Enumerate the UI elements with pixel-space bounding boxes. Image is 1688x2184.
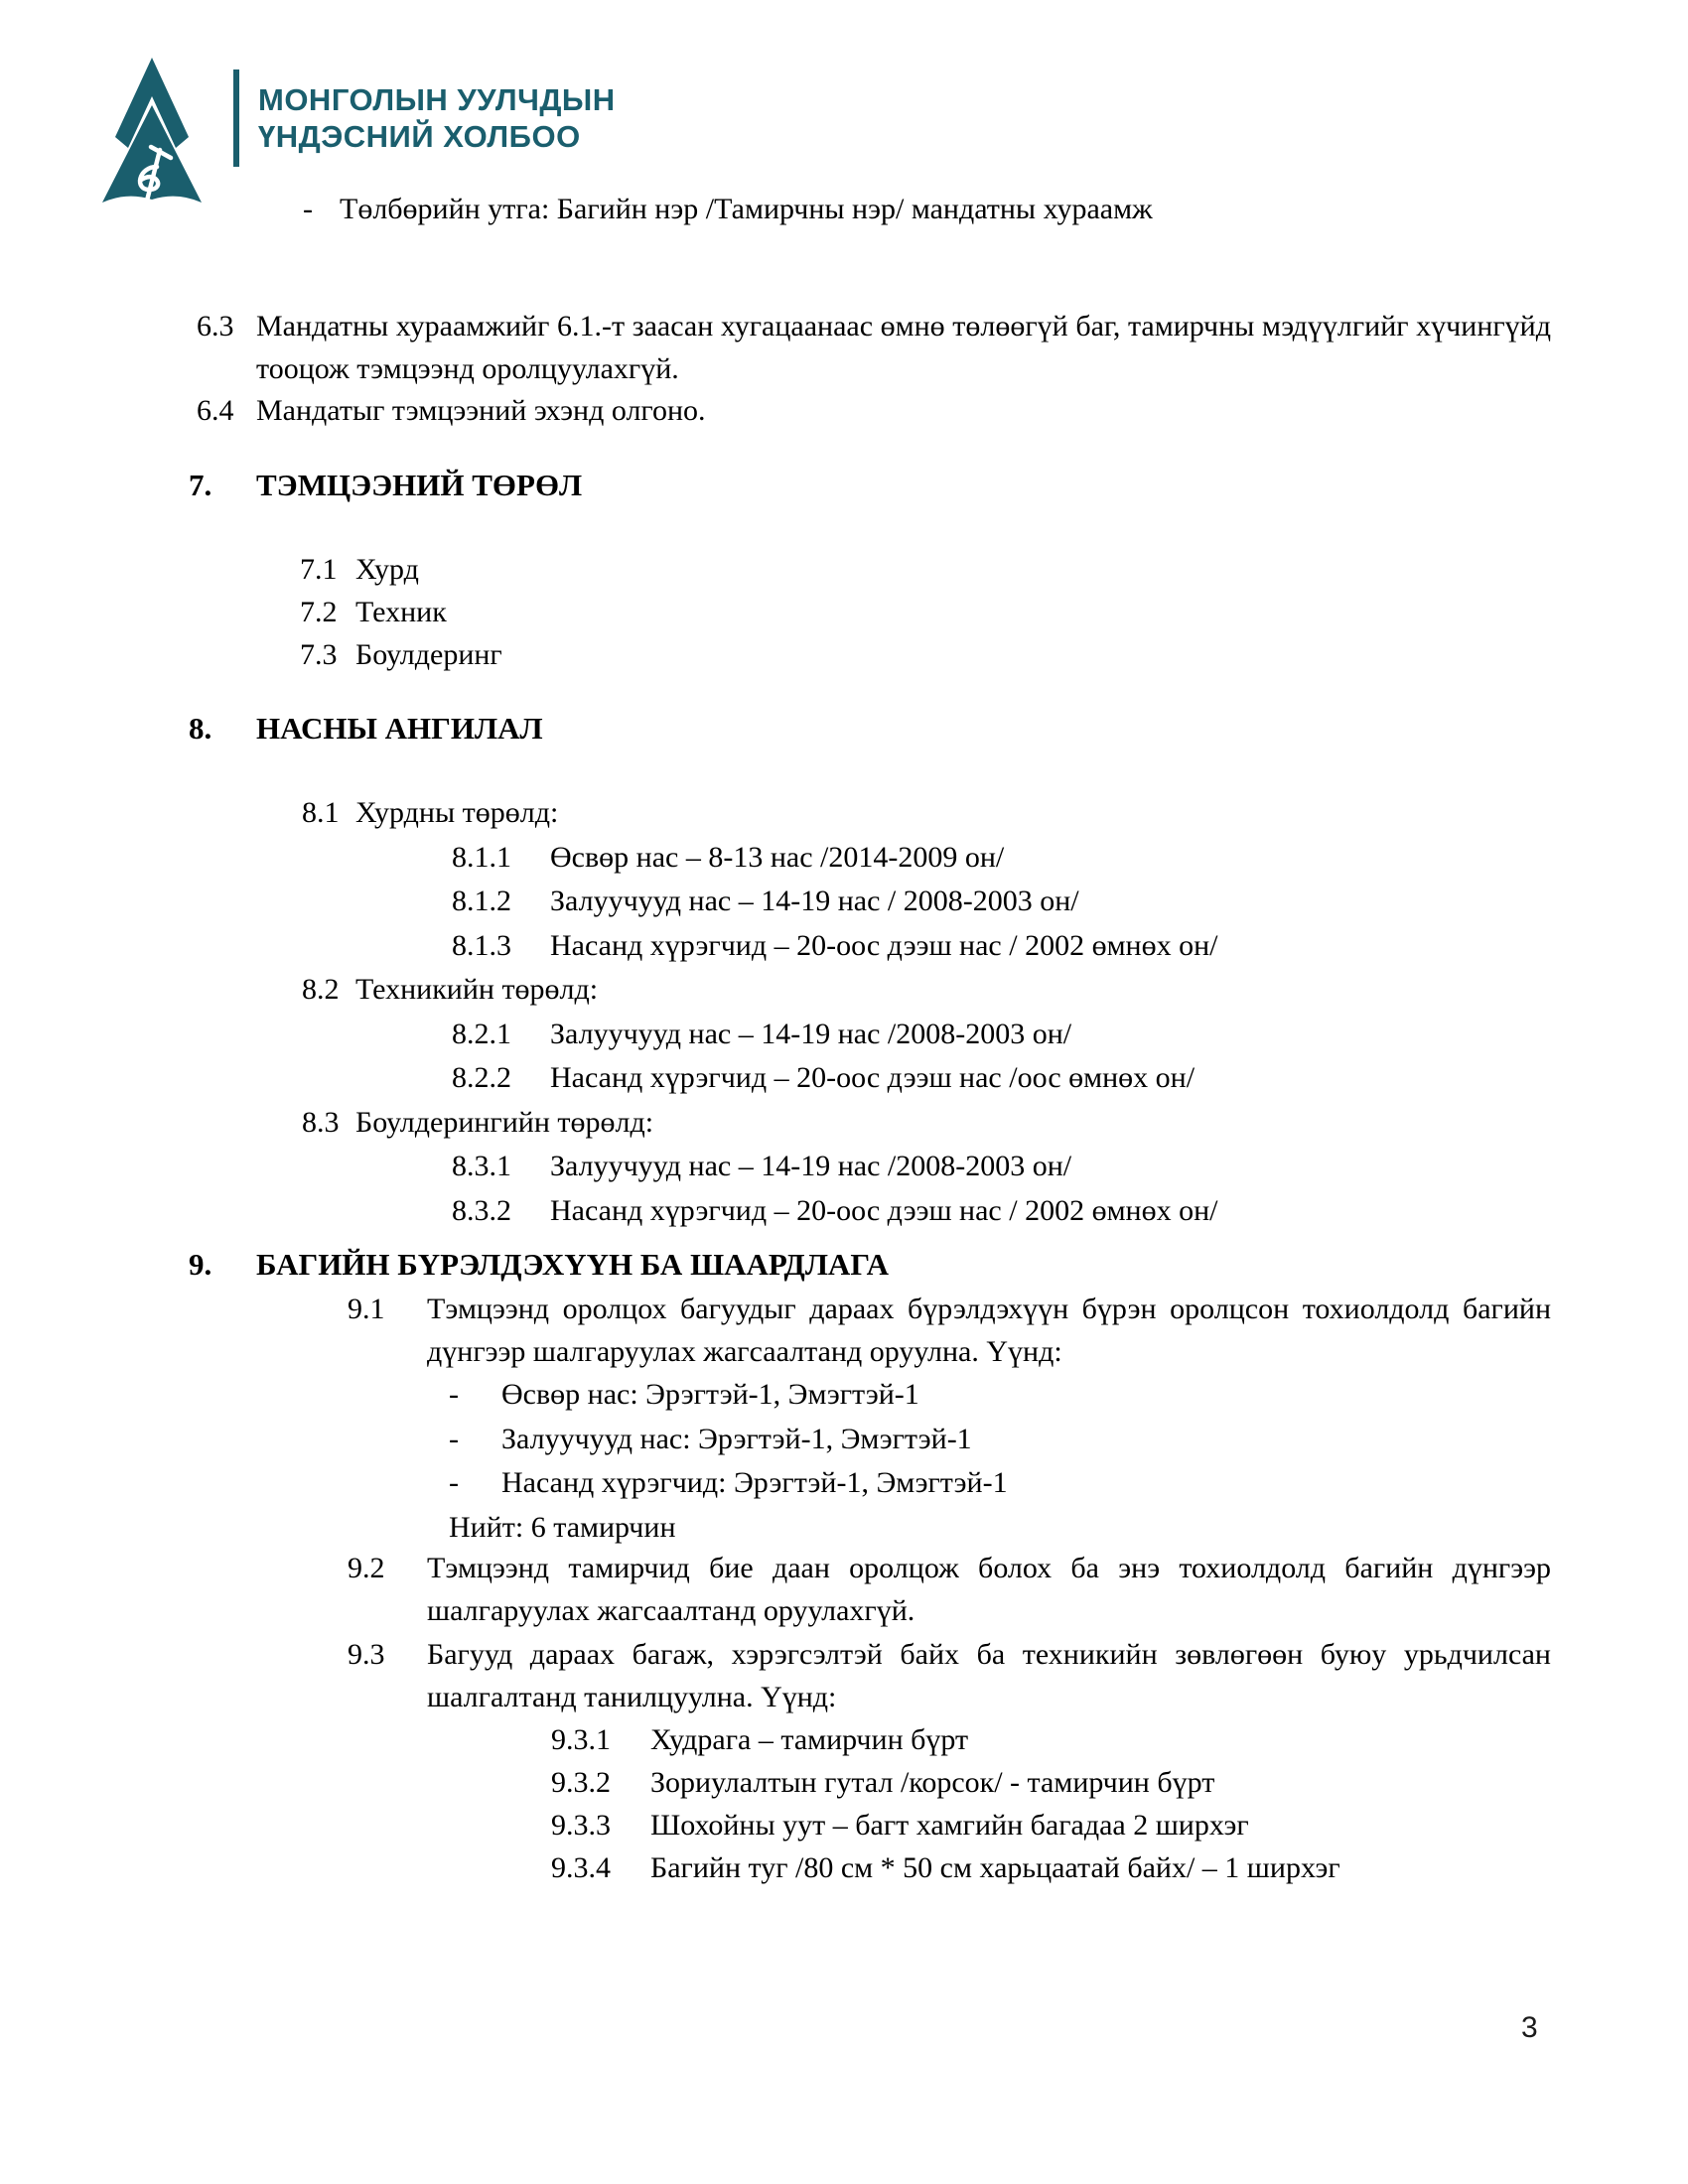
list-item bbox=[449, 1418, 1008, 1462]
item-text: Өсвөр нас – 8-13 нас /2014-2009 он/ bbox=[550, 840, 1005, 874]
item-text: Залуучууд нас – 14-19 нас /2008-2003 он/ bbox=[550, 1017, 1072, 1050]
list-item bbox=[551, 1718, 1340, 1761]
item-number: 9.3.3 bbox=[551, 1809, 611, 1842]
list-item bbox=[449, 1461, 1008, 1506]
item-number: 8.1 bbox=[302, 796, 340, 829]
org-name-line2: ҮНДЭСНИЙ ХОЛБОО bbox=[258, 119, 581, 154]
item-text: Хурдны төрөлд: bbox=[355, 796, 559, 829]
item-text: Техникийн төрөлд: bbox=[355, 973, 599, 1006]
item-text: Насанд хүрэгчид – 20-оос дээш нас /оос өмнөх он/ bbox=[550, 1061, 1196, 1094]
item-number: 7.2 bbox=[300, 596, 338, 628]
clause-6-3 bbox=[197, 305, 1551, 390]
group-title bbox=[302, 1101, 1218, 1146]
item-number: 8.3.2 bbox=[452, 1193, 511, 1227]
group-title bbox=[302, 791, 1218, 836]
bullet-dash: - bbox=[449, 1378, 459, 1411]
item-number: 8.3 bbox=[302, 1105, 340, 1139]
total-line: Нийт: 6 тамирчин bbox=[449, 1510, 676, 1544]
bullet-dash: - bbox=[449, 1422, 459, 1455]
equipment-list bbox=[551, 1718, 1340, 1889]
clause-number: 9.1 bbox=[348, 1293, 385, 1325]
clause-9-1 bbox=[348, 1288, 1551, 1373]
item-text: Зориулалтын гутал /корсок/ - тамирчин бүрт bbox=[650, 1766, 1215, 1799]
item-text: Боулдерингийн төрөлд: bbox=[355, 1105, 654, 1139]
item-number: 9.3.1 bbox=[551, 1723, 611, 1756]
section-7-list bbox=[300, 548, 502, 676]
clause-number: 6.3 bbox=[197, 310, 234, 342]
clause-text: Тэмцээнд оролцох багуудыг дараах бүрэлдэхүүн бүрэн оролцсон тохиолдолд багийн дүнгээр шалгаруулах жагсаалтанд оруулна. Үүнд: bbox=[427, 1293, 1551, 1368]
list-item bbox=[551, 1846, 1340, 1889]
clause-number: 9.2 bbox=[348, 1552, 385, 1584]
logo-divider bbox=[233, 69, 239, 167]
list-item bbox=[551, 1761, 1340, 1804]
section-number: 8. bbox=[189, 711, 212, 746]
clause-text: Мандатны хураамжийг 6.1.-т заасан хугацаанаас өмнө төлөөгүй баг, тамирчны мэдүүлгийг хүчингүйд тооцож тэмцээнд оролцуулахгүй. bbox=[256, 310, 1551, 385]
item-number: 8.1.1 bbox=[452, 840, 511, 874]
item-text: Залуучууд нас – 14-19 нас / 2008-2003 он/ bbox=[550, 885, 1079, 917]
item-text: Худрага – тамирчин бүрт bbox=[650, 1723, 969, 1756]
list-item bbox=[302, 880, 1218, 924]
section-9-heading bbox=[189, 1243, 889, 1286]
item-number: 8.1.3 bbox=[452, 928, 511, 962]
list-item bbox=[300, 591, 502, 633]
section-title: ТЭМЦЭЭНИЙ ТӨРӨЛ bbox=[256, 468, 583, 502]
item-text: Залуучууд нас: Эрэгтэй-1, Эмэгтэй-1 bbox=[501, 1422, 972, 1455]
clause-number: 9.3 bbox=[348, 1638, 385, 1671]
list-item bbox=[300, 633, 502, 676]
org-wordmark bbox=[258, 81, 616, 155]
section-number: 9. bbox=[189, 1247, 212, 1282]
list-item bbox=[302, 836, 1218, 881]
clause-9-2 bbox=[348, 1547, 1551, 1632]
list-item bbox=[300, 548, 502, 591]
item-text: Өсвөр нас: Эрэгтэй-1, Эмэгтэй-1 bbox=[501, 1378, 919, 1411]
clause-text: Багууд дараах багаж, хэрэгсэлтэй байх ба техникийн зөвлөгөөн буюу урьдчилсан шалгалтанд танилцуулна. Үүнд: bbox=[427, 1638, 1551, 1713]
clause-text: Тэмцээнд тамирчид бие даан оролцож болох ба энэ тохиолдолд багийн дүнгээр шалгаруулах жагсаалтанд оруулахгүй. bbox=[427, 1552, 1551, 1627]
bullet-dash: - bbox=[449, 1466, 459, 1499]
list-item bbox=[302, 1013, 1218, 1057]
clause-number: 6.4 bbox=[197, 394, 234, 427]
item-text: Залуучууд нас – 14-19 нас /2008-2003 он/ bbox=[550, 1150, 1072, 1182]
bullet-dash: - bbox=[303, 193, 313, 225]
mountain-logo-icon bbox=[96, 56, 208, 206]
list-item bbox=[449, 1373, 1008, 1418]
list-item bbox=[551, 1804, 1340, 1846]
section-title: НАСНЫ АНГИЛАЛ bbox=[256, 711, 543, 746]
item-number: 7.1 bbox=[300, 553, 338, 586]
item-number: 9.3.4 bbox=[551, 1851, 611, 1884]
item-text: Техник bbox=[355, 596, 447, 628]
team-composition-list bbox=[449, 1373, 1008, 1550]
section-8-list bbox=[302, 791, 1218, 1233]
org-name-line1: МОНГОЛЫН УУЛЧДЫН bbox=[258, 82, 616, 117]
list-item bbox=[302, 924, 1218, 969]
section-8-heading bbox=[189, 707, 543, 750]
item-text: Насанд хүрэгчид – 20-оос дээш нас / 2002 өмнөх он/ bbox=[550, 1193, 1218, 1227]
section-7-heading bbox=[189, 464, 582, 506]
clause-9-3 bbox=[348, 1633, 1551, 1718]
org-logo bbox=[96, 56, 208, 211]
payment-purpose-text: Төлбөрийн утга: Багийн нэр /Тамирчны нэр/ мандатны хураамж bbox=[340, 193, 1153, 225]
clause-text: Мандатыг тэмцээний эхэнд олгоно. bbox=[256, 394, 706, 427]
section-number: 7. bbox=[189, 468, 212, 502]
item-text: Насанд хүрэгчид – 20-оос дээш нас / 2002 өмнөх он/ bbox=[550, 928, 1218, 962]
item-text: Насанд хүрэгчид: Эрэгтэй-1, Эмэгтэй-1 bbox=[501, 1466, 1008, 1499]
item-number: 7.3 bbox=[300, 638, 338, 671]
item-number: 8.1.2 bbox=[452, 885, 511, 917]
item-number: 8.2.2 bbox=[452, 1061, 511, 1094]
item-text: Боулдеринг bbox=[355, 638, 502, 671]
list-item bbox=[302, 1145, 1218, 1189]
list-item bbox=[302, 1189, 1218, 1234]
item-text: Хурд bbox=[355, 553, 419, 586]
list-item bbox=[302, 1056, 1218, 1101]
page-number: 3 bbox=[1521, 2011, 1538, 2044]
clause-6-4 bbox=[197, 389, 1551, 432]
item-number: 9.3.2 bbox=[551, 1766, 611, 1799]
item-number: 8.3.1 bbox=[452, 1150, 511, 1182]
group-title bbox=[302, 968, 1218, 1013]
section-title: БАГИЙН БҮРЭЛДЭХҮҮН БА ШААРДЛАГА bbox=[256, 1247, 890, 1282]
item-text: Багийн туг /80 см * 50 см харьцаатай байх/ – 1 ширхэг bbox=[650, 1851, 1340, 1884]
item-text: Шохойны уут – багт хамгийн багадаа 2 ширхэг bbox=[650, 1809, 1249, 1842]
payment-purpose-line bbox=[303, 188, 1153, 230]
item-number: 8.2.1 bbox=[452, 1017, 511, 1050]
item-number: 8.2 bbox=[302, 973, 340, 1006]
